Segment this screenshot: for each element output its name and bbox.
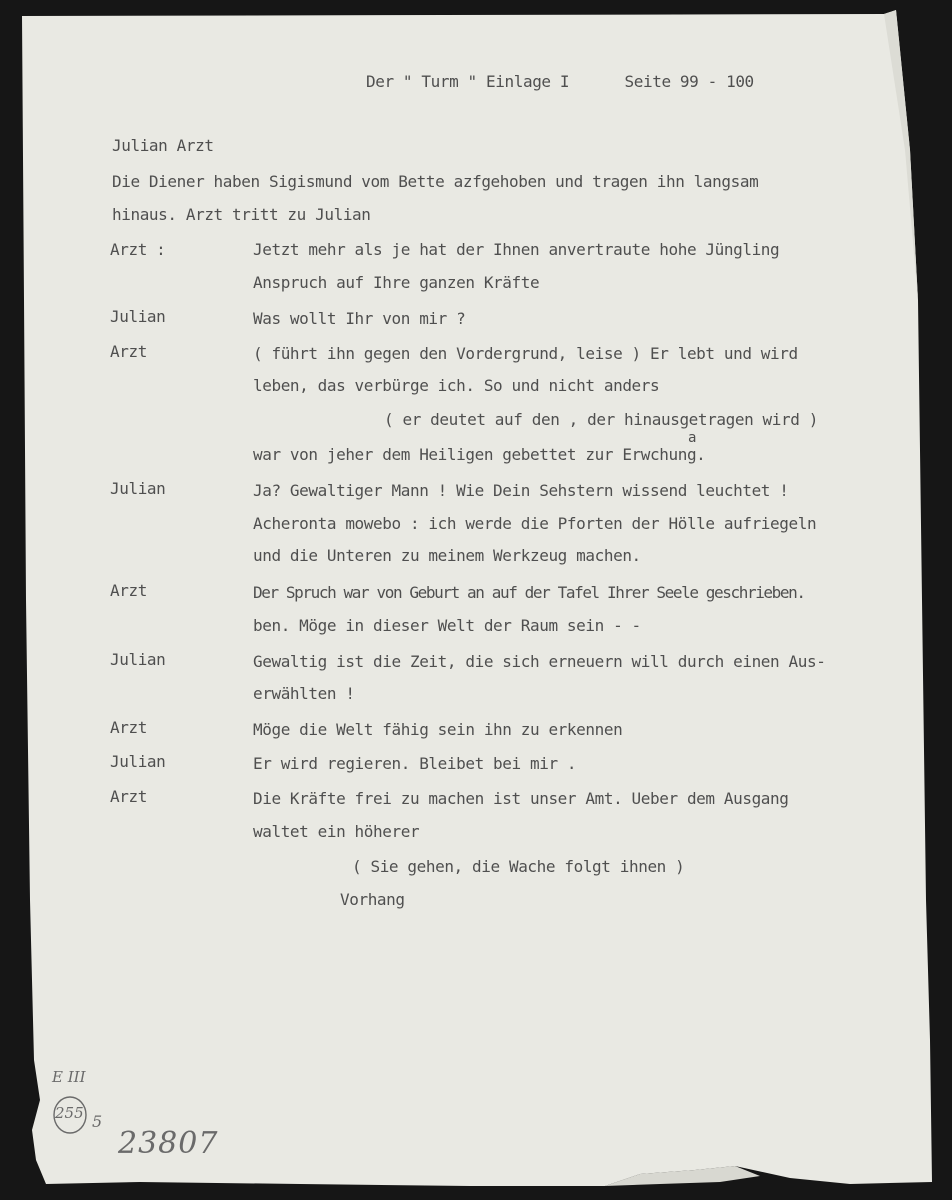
speaker-label: Arzt — [110, 787, 147, 806]
dialogue-line: Er wird regieren. Bleibet bei mir . — [253, 754, 577, 773]
speaker-label: Arzt — [110, 581, 147, 600]
dialogue-line: Der Spruch war von Geburt an auf der Tafel Ihrer Seele geschrieben. — [253, 583, 805, 602]
archive-mark-sub: 5 — [92, 1112, 103, 1131]
speaker-label: Julian — [110, 650, 166, 669]
correction-mark: a — [688, 430, 697, 446]
dialogue-line: war von jeher dem Heiligen gebettet zur Erwchung. — [253, 445, 706, 464]
document-header: Der " Turm " Einlage I Seite 99 - 100 — [366, 72, 754, 91]
dialogue-line: Möge die Welt fähig sein ihn zu erkennen — [253, 720, 623, 739]
archive-mark-e-iii: E III — [52, 1068, 86, 1086]
speaker-label: Arzt : — [110, 240, 166, 259]
speaker-label: Julian — [110, 479, 166, 498]
speaker-label: Arzt — [110, 718, 147, 737]
dialogue-line: erwählten ! — [253, 684, 355, 703]
dialogue-line: waltet ein höherer — [253, 822, 420, 841]
curtain-label: Vorhang — [340, 890, 405, 909]
dialogue-line: ( führt ihn gegen den Vordergrund, leise ) Er lebt und wird — [253, 344, 798, 363]
final-stage-direction: ( Sie gehen, die Wache folgt ihnen ) — [352, 857, 685, 876]
dialogue-line: Die Kräfte frei zu machen ist unser Amt. Ueber dem Ausgang — [253, 789, 789, 808]
dialogue-line: Anspruch auf Ihre ganzen Kräfte — [253, 273, 540, 292]
dialogue-line: ben. Möge in dieser Welt der Raum sein - - — [253, 616, 641, 635]
speaker-label: Julian — [110, 752, 166, 771]
dialogue-line: Ja? Gewaltiger Mann ! Wie Dein Sehstern wissend leuchtet ! — [253, 481, 789, 500]
dialogue-line: und die Unteren zu meinem Werkzeug machen. — [253, 546, 641, 565]
dialogue-aside: ( er deutet auf den , der hinausgetragen wird ) — [384, 410, 818, 429]
speaker-label: Arzt — [110, 342, 147, 361]
dialogue-line: Acheronta mowebo : ich werde die Pforten der Hölle aufriegeln — [253, 514, 817, 533]
archive-mark-circled: 255 — [55, 1104, 84, 1122]
stage-direction-line-1: Die Diener haben Sigismund vom Bette azfgehoben und tragen ihn langsam — [112, 172, 759, 191]
scene-heading: Julian Arzt — [112, 136, 214, 155]
stage-direction-line-2: hinaus. Arzt tritt zu Julian — [112, 205, 371, 224]
archive-number: 23807 — [118, 1126, 219, 1161]
dialogue-line: leben, das verbürge ich. So und nicht anders — [253, 376, 660, 395]
speaker-label: Julian — [110, 307, 166, 326]
dialogue-line: Gewaltig ist die Zeit, die sich erneuern will durch einen Aus- — [253, 652, 826, 671]
dialogue-line: Was wollt Ihr von mir ? — [253, 309, 466, 328]
dialogue-line: Jetzt mehr als je hat der Ihnen anvertraute hohe Jüngling — [253, 240, 780, 259]
